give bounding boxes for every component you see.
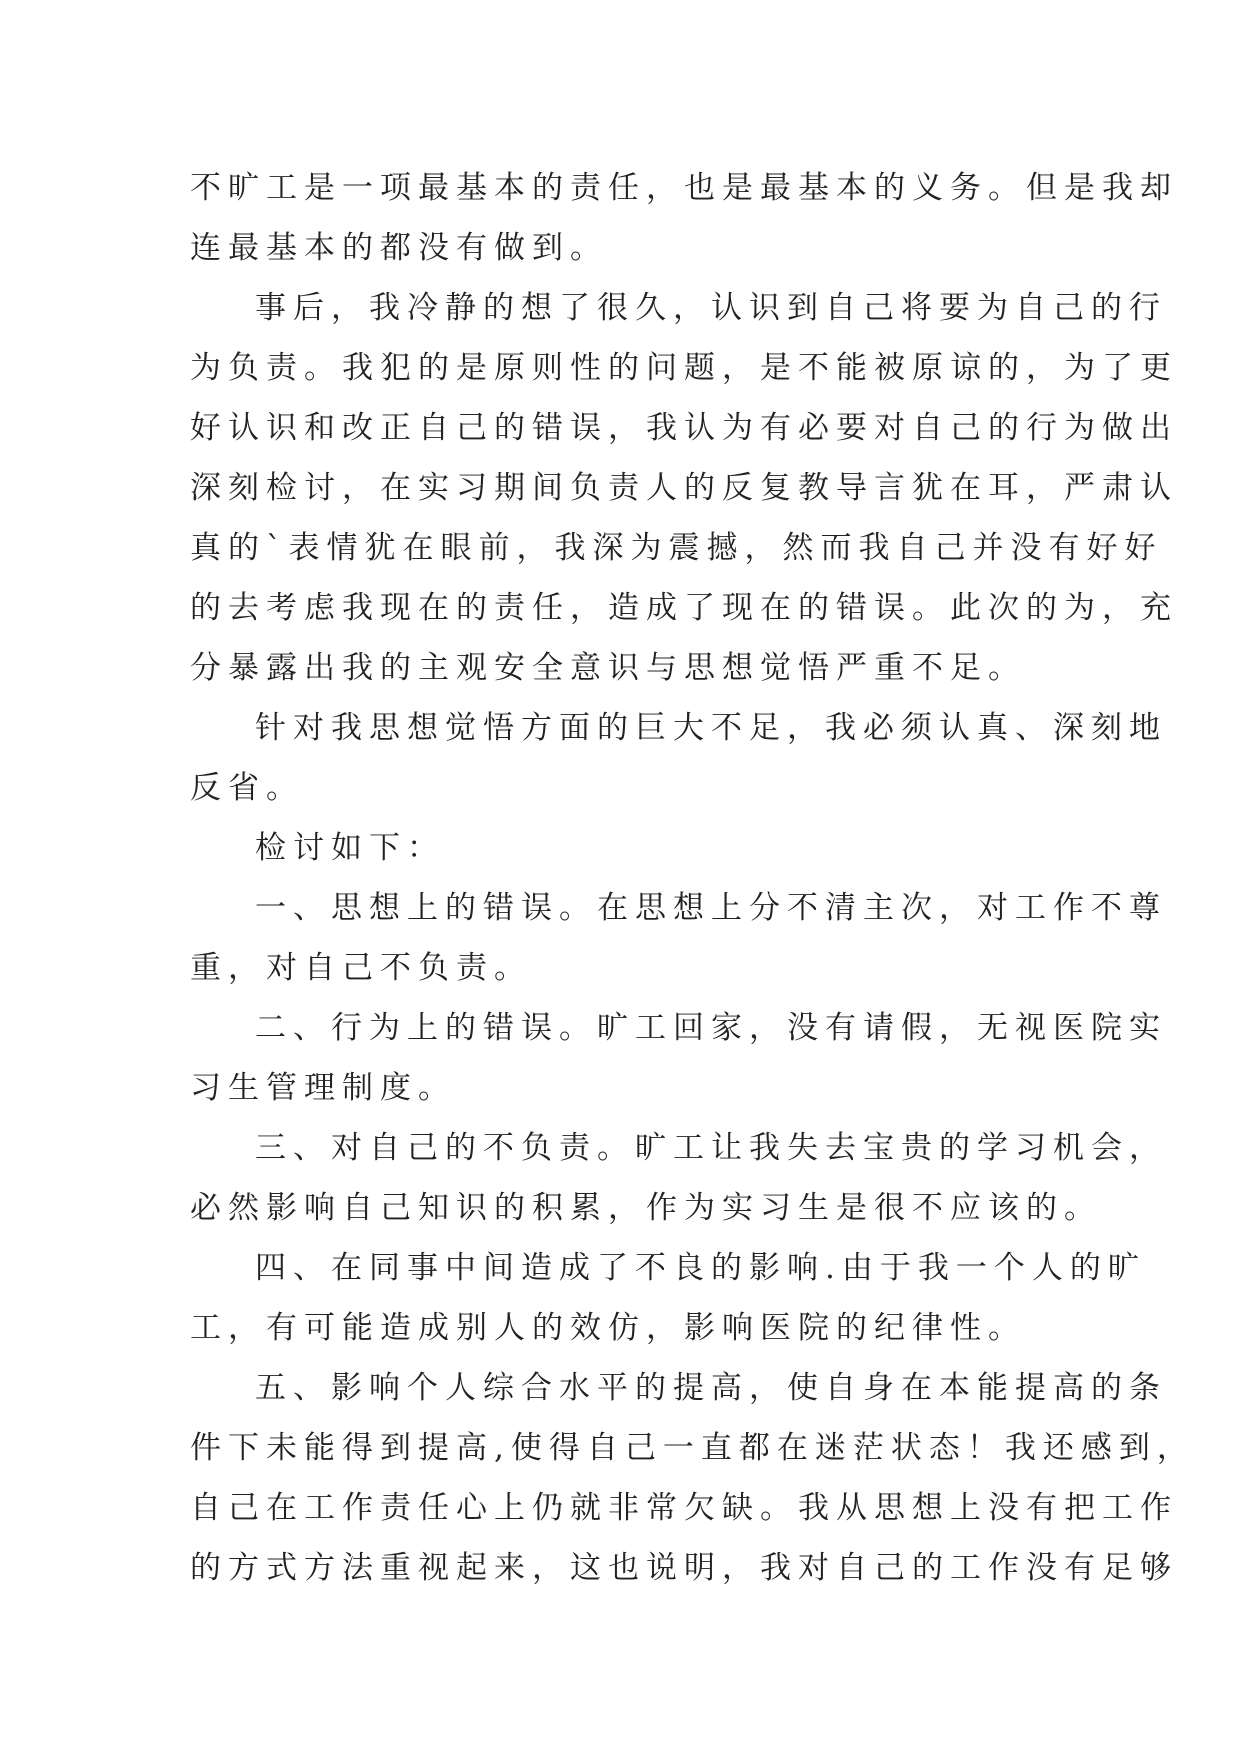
text-line: 真的`表情犹在眼前，我深为震撼，然而我自己并没有好好 [190,530,1163,566]
text-line: 反省。 [190,770,304,806]
text-line: 深刻检讨，在实习期间负责人的反复教导言犹在耳，严肃认 [190,470,1178,506]
text-line: 为负责。我犯的是原则性的问题，是不能被原谅的，为了更 [190,350,1178,386]
document-body [190,158,1195,1598]
text-line: 习生管理制度。 [190,1070,456,1106]
text-line: 四、在同事中间造成了不良的影响.由于我一个人的旷 [255,1250,1146,1286]
text-line: 连最基本的都没有做到。 [190,230,608,266]
text-line: 工，有可能造成别人的效仿，影响医院的纪律性。 [190,1310,1026,1346]
text-line: 事后，我冷静的想了很久，认识到自己将要为自己的行 [255,290,1167,326]
text-line: 针对我思想觉悟方面的巨大不足，我必须认真、深刻地 [255,710,1167,746]
text-line: 二、行为上的错误。旷工回家，没有请假，无视医院实 [255,1010,1167,1046]
text-line: 三、对自己的不负责。旷工让我失去宝贵的学习机会， [255,1130,1167,1166]
text-line: 的方式方法重视起来，这也说明，我对自己的工作没有足够 [190,1550,1178,1586]
text-line: 一、思想上的错误。在思想上分不清主次，对工作不尊 [255,890,1167,926]
text-line: 分暴露出我的主观安全意识与思想觉悟严重不足。 [190,650,1026,686]
text-line: 五、影响个人综合水平的提高，使自身在本能提高的条 [255,1370,1167,1406]
text-line: 检讨如下： [255,830,445,866]
text-line: 自己在工作责任心上仍就非常欠缺。我从思想上没有把工作 [190,1490,1178,1526]
text-line: 的去考虑我现在的责任，造成了现在的错误。此次的为，充 [190,590,1178,626]
text-line: 不旷工是一项最基本的责任，也是最基本的义务。但是我却 [190,170,1178,206]
text-line: 必然影响自己知识的积累，作为实习生是很不应该的。 [190,1190,1102,1226]
text-line: 件下未能得到提高,使得自己一直都在迷茫状态！我还感到， [190,1430,1195,1466]
text-line: 好认识和改正自己的错误，我认为有必要对自己的行为做出 [190,410,1178,446]
text-line: 重，对自己不负责。 [190,950,532,986]
